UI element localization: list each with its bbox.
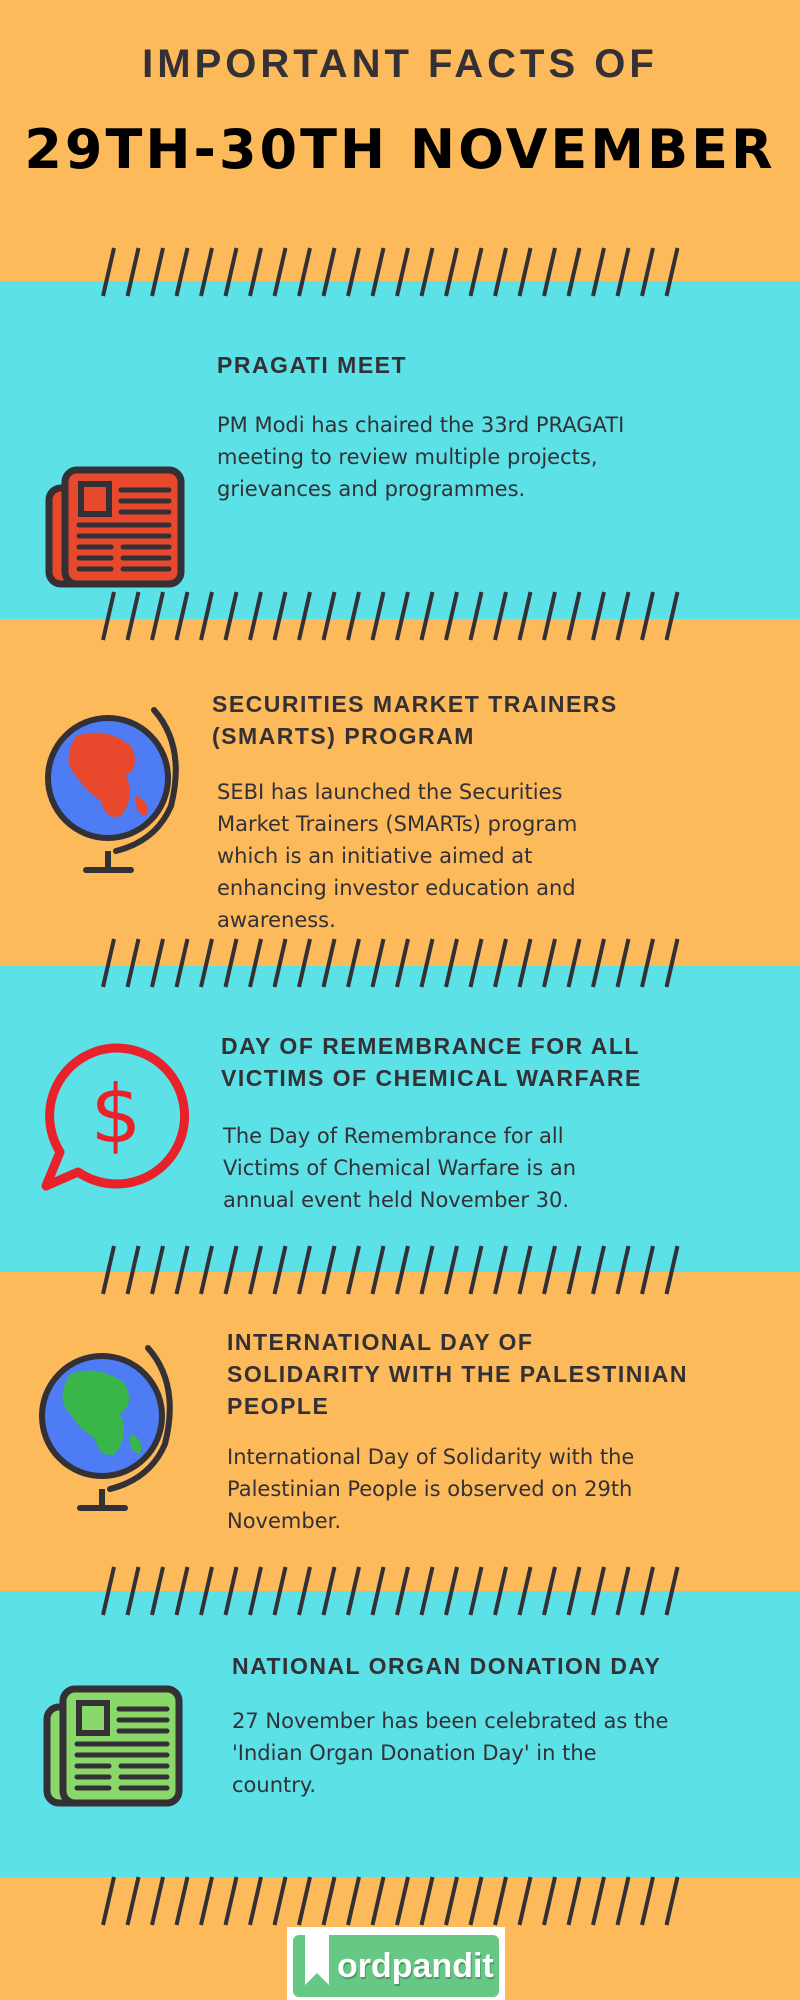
slash-mark — [667, 1877, 678, 1925]
slash-mark — [201, 248, 212, 296]
slash-mark — [201, 1877, 212, 1925]
fact-title-line: PEOPLE — [227, 1393, 330, 1419]
slash-mark — [471, 1246, 482, 1294]
slash-mark — [348, 248, 359, 296]
slash-mark — [324, 939, 335, 987]
slash-mark — [324, 248, 335, 296]
slash-mark — [544, 939, 555, 987]
slash-mark — [544, 1567, 555, 1615]
slash-mark — [446, 939, 457, 987]
bookmark-w-icon — [303, 1929, 331, 1987]
logo-text: ordpandit — [337, 1947, 494, 1985]
slash-mark — [618, 1567, 629, 1615]
slash-mark — [422, 592, 433, 640]
slash-divider — [100, 1244, 700, 1296]
fact-title — [227, 1326, 688, 1422]
slash-divider — [100, 1565, 700, 1617]
fact-title — [212, 688, 618, 752]
slash-mark — [152, 1877, 163, 1925]
slash-mark — [324, 1246, 335, 1294]
slash-mark — [275, 1246, 286, 1294]
slash-mark — [103, 248, 114, 296]
fact-title — [232, 1650, 661, 1682]
slash-mark — [348, 1246, 359, 1294]
slash-mark — [226, 939, 237, 987]
slash-mark — [471, 592, 482, 640]
fact-body — [223, 1120, 783, 1216]
slash-mark — [397, 592, 408, 640]
fact-body-line: annual event held November 30. — [223, 1188, 570, 1212]
slash-mark — [520, 1877, 531, 1925]
slash-mark — [103, 939, 114, 987]
slash-mark — [103, 1877, 114, 1925]
slash-mark — [618, 592, 629, 640]
slash-mark — [495, 248, 506, 296]
slash-mark — [348, 1567, 359, 1615]
fact-body — [217, 409, 777, 505]
slash-mark — [299, 248, 310, 296]
slash-mark — [520, 1567, 531, 1615]
slash-mark — [397, 1246, 408, 1294]
newspaper-icon — [45, 466, 185, 588]
slash-mark — [618, 939, 629, 987]
slash-mark — [667, 248, 678, 296]
slash-divider — [100, 590, 700, 642]
slash-mark — [446, 1567, 457, 1615]
slash-mark — [152, 248, 163, 296]
slash-mark — [593, 1246, 604, 1294]
slash-mark — [544, 1877, 555, 1925]
fact-title-line: SOLIDARITY WITH THE PALESTINIAN — [227, 1361, 688, 1387]
header-subtitle: IMPORTANT FACTS OF — [142, 42, 658, 86]
slash-mark — [373, 248, 384, 296]
fact-title-line: SECURITIES MARKET TRAINERS — [212, 691, 618, 717]
slash-mark — [618, 1877, 629, 1925]
svg-text:$: $ — [90, 1068, 142, 1161]
slash-mark — [201, 1567, 212, 1615]
newspaper-icon — [43, 1678, 183, 1814]
slash-divider — [100, 937, 700, 989]
fact-title-line: (SMARTS) PROGRAM — [212, 723, 475, 749]
slash-mark — [177, 939, 188, 987]
slash-mark — [177, 592, 188, 640]
slash-mark — [324, 1877, 335, 1925]
fact-title-line: VICTIMS OF CHEMICAL WARFARE — [221, 1065, 642, 1091]
fact-body — [232, 1705, 792, 1801]
slash-mark — [324, 1567, 335, 1615]
slash-mark — [250, 1246, 261, 1294]
slash-mark — [275, 1567, 286, 1615]
fact-body-line: November. — [227, 1509, 341, 1533]
slash-mark — [520, 592, 531, 640]
slash-mark — [569, 592, 580, 640]
fact-body — [217, 776, 777, 936]
slash-mark — [642, 248, 653, 296]
slash-mark — [397, 1567, 408, 1615]
slash-mark — [544, 592, 555, 640]
slash-mark — [324, 592, 335, 640]
slash-mark — [275, 939, 286, 987]
slash-mark — [667, 1567, 678, 1615]
slash-mark — [642, 592, 653, 640]
slash-mark — [642, 1877, 653, 1925]
slash-mark — [373, 592, 384, 640]
fact-body-line: country. — [232, 1773, 316, 1797]
fact-title — [217, 349, 407, 381]
slash-mark — [128, 1877, 139, 1925]
slash-divider — [100, 246, 700, 298]
slash-mark — [177, 1246, 188, 1294]
slash-mark — [495, 592, 506, 640]
slash-mark — [201, 939, 212, 987]
slash-mark — [152, 1567, 163, 1615]
slash-mark — [152, 939, 163, 987]
slash-mark — [618, 1246, 629, 1294]
slash-mark — [471, 1567, 482, 1615]
slash-mark — [495, 1567, 506, 1615]
fact-body-line: SEBI has launched the Securities — [217, 780, 563, 804]
slash-mark — [201, 1246, 212, 1294]
slash-mark — [226, 1567, 237, 1615]
slash-mark — [226, 1877, 237, 1925]
slash-mark — [667, 1246, 678, 1294]
fact-body-line: Victims of Chemical Warfare is an — [223, 1156, 577, 1180]
slash-mark — [520, 939, 531, 987]
globe-icon — [36, 706, 182, 876]
slash-mark — [397, 939, 408, 987]
slash-mark — [250, 248, 261, 296]
slash-mark — [128, 939, 139, 987]
slash-mark — [569, 1246, 580, 1294]
slash-mark — [471, 248, 482, 296]
slash-mark — [520, 1246, 531, 1294]
slash-mark — [275, 1877, 286, 1925]
slash-mark — [569, 248, 580, 296]
slash-mark — [373, 1246, 384, 1294]
fact-body-line: International Day of Solidarity with the — [227, 1445, 635, 1469]
slash-mark — [226, 1246, 237, 1294]
fact-title-line: NATIONAL ORGAN DONATION DAY — [232, 1653, 662, 1679]
slash-mark — [471, 939, 482, 987]
logo-background — [293, 1935, 499, 1997]
slash-mark — [495, 939, 506, 987]
slash-mark — [177, 1567, 188, 1615]
slash-mark — [275, 248, 286, 296]
slash-mark — [275, 592, 286, 640]
fact-body-line: PM Modi has chaired the 33rd PRAGATI — [217, 413, 625, 437]
slash-mark — [373, 1877, 384, 1925]
slash-mark — [495, 1246, 506, 1294]
slash-mark — [667, 939, 678, 987]
slash-mark — [446, 248, 457, 296]
slash-mark — [128, 1567, 139, 1615]
wordpandit-logo[interactable] — [287, 1927, 505, 2000]
slash-mark — [593, 1877, 604, 1925]
slash-mark — [226, 592, 237, 640]
fact-body-line: meeting to review multiple projects, — [217, 445, 598, 469]
fact-body-line: Market Trainers (SMARTs) program — [217, 812, 578, 836]
slash-mark — [422, 1567, 433, 1615]
slash-mark — [446, 1246, 457, 1294]
fact-body-line: Palestinian People is observed on 29th — [227, 1477, 633, 1501]
slash-mark — [299, 592, 310, 640]
slash-mark — [544, 248, 555, 296]
slash-mark — [569, 1567, 580, 1615]
fact-body-line: which is an initiative aimed at — [217, 844, 533, 868]
slash-mark — [569, 1877, 580, 1925]
slash-mark — [397, 248, 408, 296]
slash-mark — [152, 592, 163, 640]
slash-mark — [128, 1246, 139, 1294]
slash-mark — [250, 592, 261, 640]
fact-body — [227, 1441, 787, 1537]
slash-mark — [250, 939, 261, 987]
slash-mark — [422, 1246, 433, 1294]
slash-mark — [495, 1877, 506, 1925]
slash-mark — [593, 248, 604, 296]
slash-mark — [422, 248, 433, 296]
dollar-speech-bubble-icon — [38, 1040, 193, 1195]
slash-mark — [152, 1246, 163, 1294]
slash-mark — [544, 1246, 555, 1294]
slash-mark — [128, 592, 139, 640]
slash-mark — [348, 592, 359, 640]
slash-divider — [100, 1875, 700, 1927]
slash-mark — [226, 248, 237, 296]
header-title: 29TH-30TH NOVEMBER — [24, 118, 776, 181]
slash-mark — [299, 1877, 310, 1925]
fact-body-line: enhancing investor education and — [217, 876, 576, 900]
slash-mark — [299, 1246, 310, 1294]
slash-mark — [373, 939, 384, 987]
slash-mark — [618, 248, 629, 296]
fact-body-line: 'Indian Organ Donation Day' in the — [232, 1741, 597, 1765]
slash-mark — [177, 248, 188, 296]
slash-mark — [299, 939, 310, 987]
slash-mark — [177, 1877, 188, 1925]
slash-mark — [103, 592, 114, 640]
slash-mark — [593, 1567, 604, 1615]
fact-body-line: awareness. — [217, 908, 336, 932]
slash-mark — [642, 1246, 653, 1294]
globe-icon — [30, 1344, 176, 1514]
fact-title-line: PRAGATI MEET — [217, 352, 408, 378]
fact-title-line: INTERNATIONAL DAY OF — [227, 1329, 534, 1355]
slash-mark — [569, 939, 580, 987]
slash-mark — [128, 248, 139, 296]
fact-title-line: DAY OF REMEMBRANCE FOR ALL — [221, 1033, 640, 1059]
slash-mark — [250, 1877, 261, 1925]
slash-mark — [642, 939, 653, 987]
fact-title — [221, 1030, 642, 1094]
slash-mark — [642, 1567, 653, 1615]
slash-mark — [520, 248, 531, 296]
fact-body-line: 27 November has been celebrated as the — [232, 1709, 669, 1733]
slash-mark — [201, 592, 212, 640]
slash-mark — [667, 592, 678, 640]
slash-mark — [250, 1567, 261, 1615]
slash-mark — [103, 1246, 114, 1294]
slash-mark — [103, 1567, 114, 1615]
slash-mark — [422, 1877, 433, 1925]
slash-mark — [348, 1877, 359, 1925]
fact-body-line: The Day of Remembrance for all — [223, 1124, 564, 1148]
slash-mark — [446, 592, 457, 640]
slash-mark — [397, 1877, 408, 1925]
slash-mark — [348, 939, 359, 987]
slash-mark — [471, 1877, 482, 1925]
slash-mark — [299, 1567, 310, 1615]
fact-body-line: grievances and programmes. — [217, 477, 526, 501]
slash-mark — [593, 592, 604, 640]
slash-mark — [422, 939, 433, 987]
slash-mark — [446, 1877, 457, 1925]
slash-mark — [593, 939, 604, 987]
slash-mark — [373, 1567, 384, 1615]
